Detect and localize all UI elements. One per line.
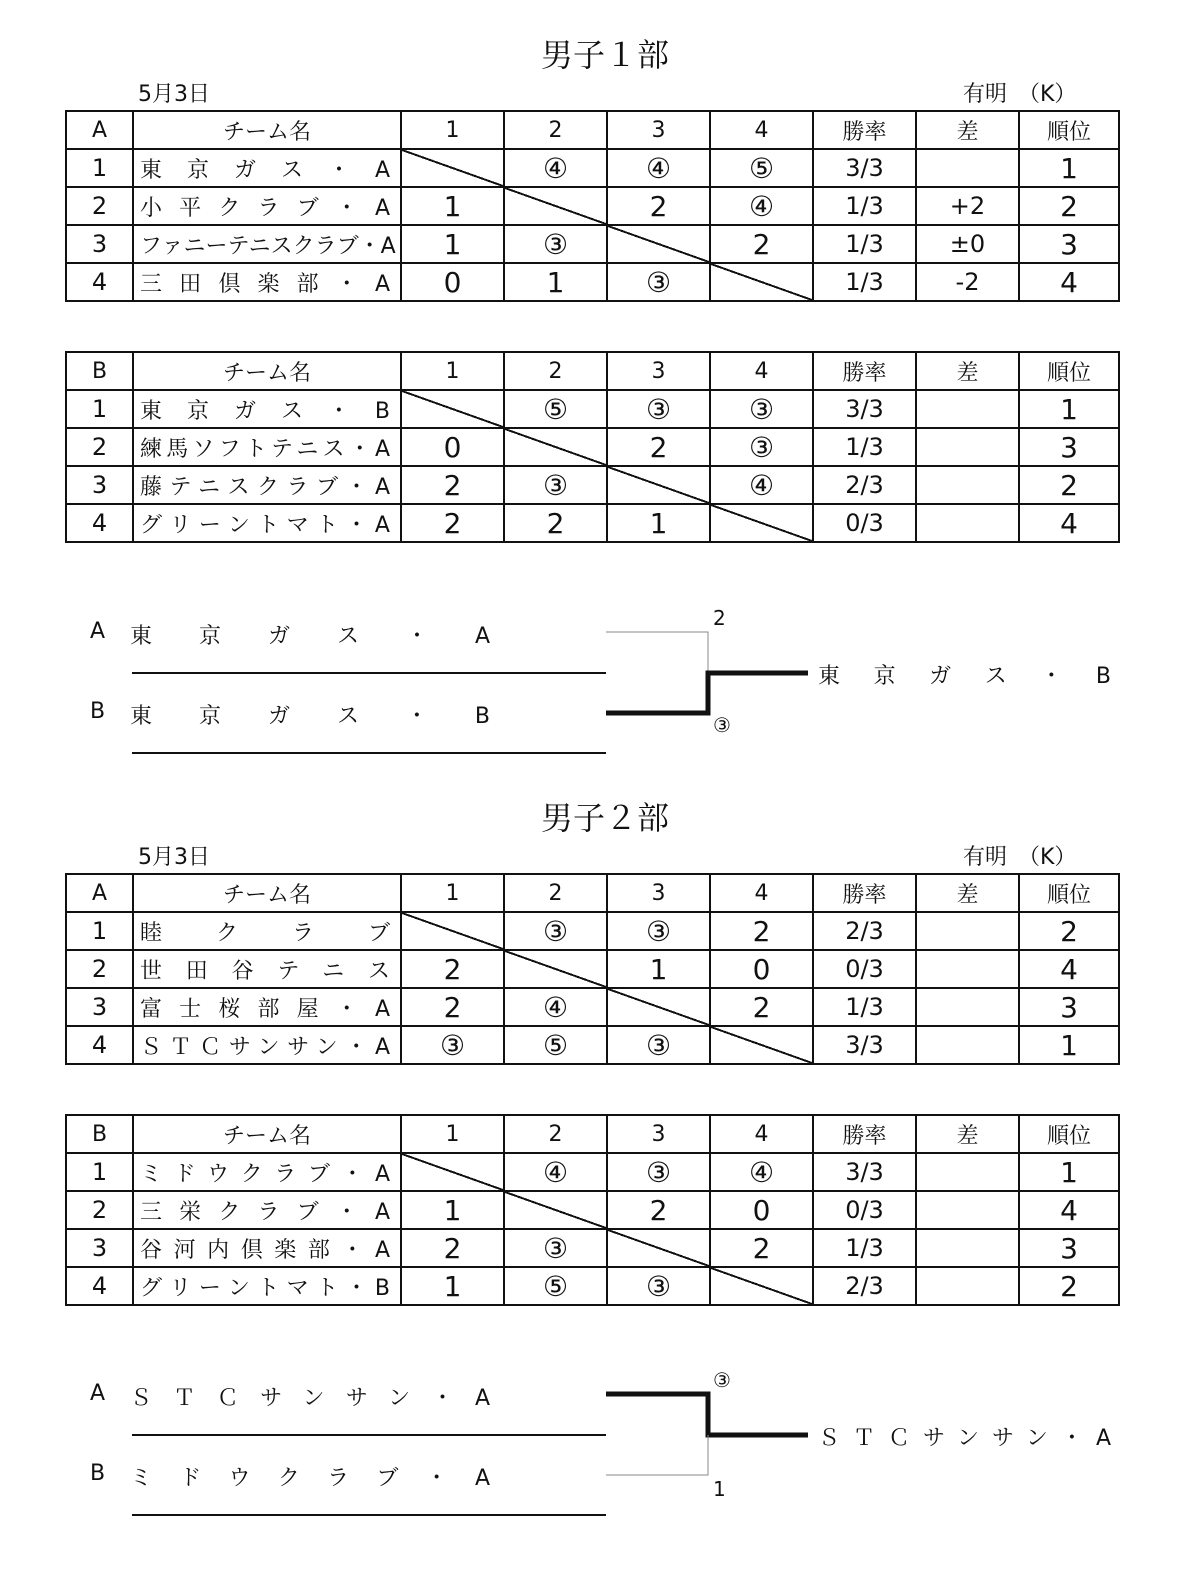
row-number: 2 [66, 1191, 133, 1229]
score-vs-3: 2 [607, 1191, 710, 1229]
score-vs-3: ③ [607, 263, 710, 301]
team-name: 睦クラブ [140, 920, 390, 946]
row-number: 3 [66, 1229, 133, 1267]
rank-header: 順位 [1019, 874, 1119, 912]
row-number: 3 [66, 988, 133, 1026]
col-2-header: 2 [504, 111, 607, 149]
score-vs-2: ④ [504, 1153, 607, 1191]
rank: 4 [1019, 950, 1119, 988]
division-2-date: 5月3日 [138, 845, 210, 870]
final-a-group-label: A [90, 1381, 106, 1406]
col-4-header: 4 [710, 111, 813, 149]
rank: 4 [1019, 504, 1119, 542]
rank: 4 [1019, 1191, 1119, 1229]
score-vs-4: ⑤ [710, 149, 813, 187]
col-3-header: 3 [607, 111, 710, 149]
win-rate: 0/3 [813, 504, 916, 542]
division-1-final-b-score: ③ [713, 713, 731, 737]
score-vs-3: ③ [607, 390, 710, 428]
rank-header: 順位 [1019, 111, 1119, 149]
score-vs-4: 0 [710, 950, 813, 988]
final-a-team: ＳＴＣサンサン・A [130, 1386, 490, 1411]
win-rate: 1/3 [813, 187, 916, 225]
score-vs-2: ③ [504, 1229, 607, 1267]
col-2-header: 2 [504, 352, 607, 390]
row-number: 3 [66, 466, 133, 504]
score-vs-4: ④ [710, 1153, 813, 1191]
division-2-final-a-score: ③ [713, 1368, 731, 1392]
score-vs-2: ⑤ [504, 1267, 607, 1305]
team-name: ＳＴＣサンサン・A [140, 1034, 390, 1060]
score-vs-4: 0 [710, 1191, 813, 1229]
group-label: B [66, 352, 133, 390]
row-number: 2 [66, 428, 133, 466]
win-rate-header: 勝率 [813, 1115, 916, 1153]
rank: 4 [1019, 263, 1119, 301]
score-vs-3: 2 [607, 428, 710, 466]
row-number: 1 [66, 912, 133, 950]
win-rate: 3/3 [813, 390, 916, 428]
group-label: A [66, 874, 133, 912]
col-2-header: 2 [504, 874, 607, 912]
score-vs-2: ③ [504, 912, 607, 950]
col-1-header: 1 [401, 1115, 504, 1153]
team-name: 練馬ソフトテニス・A [140, 436, 390, 462]
score-vs-1: 1 [401, 187, 504, 225]
score-vs-1: 0 [401, 428, 504, 466]
col-4-header: 4 [710, 352, 813, 390]
row-number: 1 [66, 1153, 133, 1191]
win-rate: 1/3 [813, 1229, 916, 1267]
score-vs-4: ③ [710, 390, 813, 428]
final-a-team: 東京ガス・A [130, 624, 490, 649]
team-name: グリーントマト・B [140, 1275, 390, 1301]
team-name: 小平クラブ・A [140, 195, 390, 221]
col-4-header: 4 [710, 874, 813, 912]
row-number: 2 [66, 950, 133, 988]
col-4-header: 4 [710, 1115, 813, 1153]
division-1-final-winner: 東京ガス・B [818, 664, 1111, 689]
score-vs-3: 1 [607, 950, 710, 988]
score-vs-4: 2 [710, 988, 813, 1026]
division-1-final-a [90, 619, 510, 649]
rank: 2 [1019, 1267, 1119, 1305]
division-1-final-a-score: 2 [713, 606, 726, 630]
point-diff: -2 [916, 263, 1019, 301]
team-name: 東京ガス・B [140, 398, 390, 424]
row-number: 1 [66, 149, 133, 187]
score-vs-1: 2 [401, 950, 504, 988]
score-vs-4: ④ [710, 187, 813, 225]
diff-header: 差 [916, 1115, 1019, 1153]
score-vs-3: ④ [607, 149, 710, 187]
final-a-group-label: A [90, 619, 106, 644]
team-name: 富士桜部屋・A [140, 996, 390, 1022]
score-vs-4: 2 [710, 225, 813, 263]
division-1-venue: 有明 （K） [963, 82, 1077, 107]
score-vs-1: 2 [401, 1229, 504, 1267]
team-name: ミドウクラブ・A [140, 1161, 390, 1187]
score-vs-2: ④ [504, 988, 607, 1026]
win-rate: 1/3 [813, 225, 916, 263]
rank: 3 [1019, 988, 1119, 1026]
rank: 1 [1019, 149, 1119, 187]
row-number: 4 [66, 504, 133, 542]
team-name-header: チーム名 [133, 1115, 401, 1153]
win-rate: 1/3 [813, 988, 916, 1026]
final-b-team: 東京ガス・B [130, 704, 490, 729]
row-number: 4 [66, 1026, 133, 1064]
final-b-team: ミドウクラブ・A [130, 1466, 490, 1491]
score-vs-4: ④ [710, 466, 813, 504]
point-diff: ±0 [916, 225, 1019, 263]
division-1-title: 男子１部 [540, 36, 669, 74]
row-number: 2 [66, 187, 133, 225]
win-rate: 1/3 [813, 428, 916, 466]
rank: 2 [1019, 912, 1119, 950]
team-name: 藤テニスクラブ・A [140, 474, 390, 500]
division-2-final-winner: ＳＴＣサンサン・A [818, 1426, 1111, 1451]
score-vs-4: 2 [710, 1229, 813, 1267]
division-2-final-b-score: 1 [713, 1477, 726, 1501]
score-vs-1: ③ [401, 1026, 504, 1064]
team-name: 谷河内倶楽部・A [140, 1237, 390, 1263]
rank: 1 [1019, 390, 1119, 428]
win-rate: 3/3 [813, 1153, 916, 1191]
col-3-header: 3 [607, 874, 710, 912]
win-rate: 0/3 [813, 950, 916, 988]
score-vs-4: ③ [710, 428, 813, 466]
group-label: A [66, 111, 133, 149]
score-vs-1: 1 [401, 225, 504, 263]
score-vs-2: ⑤ [504, 1026, 607, 1064]
rank: 3 [1019, 1229, 1119, 1267]
score-vs-3: ③ [607, 912, 710, 950]
final-b-group-label: B [90, 699, 106, 724]
team-name-header: チーム名 [133, 874, 401, 912]
score-vs-2: ③ [504, 225, 607, 263]
group-label: B [66, 1115, 133, 1153]
score-vs-1: 2 [401, 988, 504, 1026]
col-3-header: 3 [607, 352, 710, 390]
score-vs-2: 1 [504, 263, 607, 301]
win-rate: 3/3 [813, 1026, 916, 1064]
team-name: 三栄クラブ・A [140, 1199, 390, 1225]
team-name: グリーントマト・A [140, 512, 390, 538]
diff-header: 差 [916, 874, 1019, 912]
rank: 3 [1019, 225, 1119, 263]
score-vs-2: ③ [504, 466, 607, 504]
rank: 2 [1019, 466, 1119, 504]
rank: 3 [1019, 428, 1119, 466]
score-vs-2: ④ [504, 149, 607, 187]
division-2-final-b [90, 1461, 510, 1491]
score-vs-3: ③ [607, 1153, 710, 1191]
score-vs-2: 2 [504, 504, 607, 542]
score-vs-1: 0 [401, 263, 504, 301]
division-1-final-b [90, 699, 510, 729]
rank: 2 [1019, 187, 1119, 225]
row-number: 4 [66, 263, 133, 301]
score-vs-3: ③ [607, 1026, 710, 1064]
rank: 1 [1019, 1026, 1119, 1064]
division-2-venue: 有明 （K） [963, 845, 1077, 870]
col-1-header: 1 [401, 874, 504, 912]
row-number: 1 [66, 390, 133, 428]
division-2-title: 男子２部 [540, 799, 669, 837]
team-name-header: チーム名 [133, 111, 401, 149]
col-3-header: 3 [607, 1115, 710, 1153]
win-rate: 3/3 [813, 149, 916, 187]
team-name: ファニーテニスクラブ・A [140, 233, 396, 259]
team-name: 世田谷テニス [140, 958, 390, 984]
team-name: 東京ガス・A [140, 157, 390, 183]
win-rate: 2/3 [813, 466, 916, 504]
division-1-date: 5月3日 [138, 82, 210, 107]
rank-header: 順位 [1019, 352, 1119, 390]
win-rate-header: 勝率 [813, 111, 916, 149]
row-number: 3 [66, 225, 133, 263]
score-vs-4: 2 [710, 912, 813, 950]
point-diff: +2 [916, 187, 1019, 225]
score-vs-3: ③ [607, 1267, 710, 1305]
win-rate: 2/3 [813, 1267, 916, 1305]
win-rate: 1/3 [813, 263, 916, 301]
score-vs-1: 2 [401, 504, 504, 542]
diff-header: 差 [916, 111, 1019, 149]
score-vs-3: 2 [607, 187, 710, 225]
rank-header: 順位 [1019, 1115, 1119, 1153]
score-vs-2: ⑤ [504, 390, 607, 428]
win-rate: 0/3 [813, 1191, 916, 1229]
col-2-header: 2 [504, 1115, 607, 1153]
score-vs-1: 1 [401, 1267, 504, 1305]
col-1-header: 1 [401, 111, 504, 149]
win-rate: 2/3 [813, 912, 916, 950]
win-rate-header: 勝率 [813, 874, 916, 912]
row-number: 4 [66, 1267, 133, 1305]
diff-header: 差 [916, 352, 1019, 390]
col-1-header: 1 [401, 352, 504, 390]
score-vs-1: 1 [401, 1191, 504, 1229]
win-rate-header: 勝率 [813, 352, 916, 390]
final-b-group-label: B [90, 1461, 106, 1486]
division-2-final-a [90, 1381, 510, 1411]
team-name-header: チーム名 [133, 352, 401, 390]
score-vs-3: 1 [607, 504, 710, 542]
rank: 1 [1019, 1153, 1119, 1191]
team-name: 三田倶楽部・A [140, 271, 390, 297]
score-vs-1: 2 [401, 466, 504, 504]
